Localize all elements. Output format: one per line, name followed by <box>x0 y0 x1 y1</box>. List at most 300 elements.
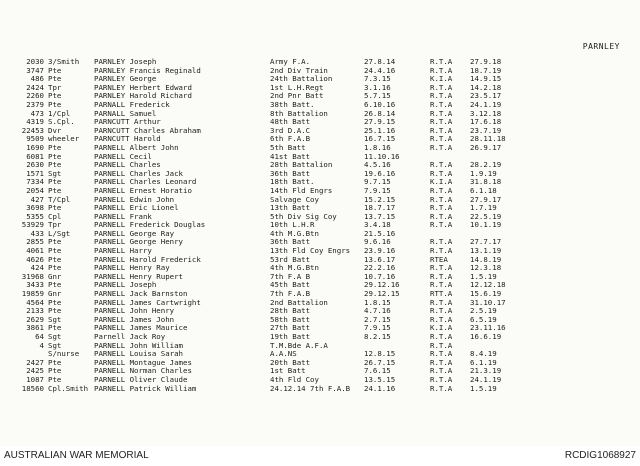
record-name: Parnell Jack Roy <box>94 333 166 341</box>
institution-label: AUSTRALIAN WAR MEMORIAL <box>4 450 149 461</box>
record-dest: R.T.A <box>430 100 453 109</box>
record-name: PARNELL Frank <box>94 212 152 221</box>
record-name: PARNLEY George <box>94 75 157 84</box>
record-ret: 15.6.19 <box>470 290 502 299</box>
record-ret: 1.7.19 <box>470 204 497 213</box>
record-unit: 24th Battalion <box>270 75 333 84</box>
record-rank: Tpr <box>48 221 62 230</box>
record-num: 486 <box>30 75 44 84</box>
record-date: 7.6.15 <box>364 367 391 376</box>
record-dest: R.T.A <box>430 298 453 307</box>
record-rank: 1/Cpl <box>48 109 71 118</box>
record-num: 433 <box>30 229 44 238</box>
record-row <box>8 67 628 76</box>
record-row <box>8 247 628 256</box>
record-row <box>8 230 628 239</box>
record-rank: S.Cpl. <box>48 118 75 127</box>
record-date: 4.7.16 <box>364 307 391 316</box>
record-name: PARNELL Patrick William <box>94 384 197 393</box>
record-num: 19859 <box>21 290 44 299</box>
record-date: 26.8.14 <box>364 109 396 118</box>
record-ret: 13.1.19 <box>470 247 502 256</box>
record-row <box>8 307 628 316</box>
record-row <box>8 58 628 67</box>
record-row <box>8 187 628 196</box>
record-name: PARNELL James John <box>94 315 175 324</box>
record-unit: 6th F.A.B <box>270 135 311 144</box>
record-name: PARNELL Harold Frederick <box>94 255 201 264</box>
record-name: PARNELL George Ray <box>94 229 175 238</box>
record-unit: 45th Batt <box>270 281 311 290</box>
record-rank: Tpr <box>48 83 62 92</box>
record-dest: R.T.A <box>430 126 453 135</box>
record-dest: R.T.A <box>430 264 453 273</box>
record-unit: 48th Batt <box>270 118 311 127</box>
record-num: 2379 <box>26 100 44 109</box>
record-name: PARNCUTT Harold <box>94 135 161 144</box>
record-name: PARNELL Joseph <box>94 281 157 290</box>
record-name: PARNELL Charles <box>94 161 161 170</box>
record-rank: L/Sgt <box>48 229 71 238</box>
record-row <box>8 342 628 351</box>
record-name: PARNELL Eric Lionel <box>94 204 179 213</box>
record-date: 15.2.15 <box>364 195 396 204</box>
record-unit: 2nd Div Train <box>270 66 328 75</box>
record-ret: 10.1.19 <box>470 221 502 230</box>
record-row <box>8 153 628 162</box>
record-num: 6081 <box>26 152 44 161</box>
record-ret: 1.5.19 <box>470 384 497 393</box>
record-date: 24.1.16 <box>364 384 396 393</box>
record-row <box>8 316 628 325</box>
record-dest: R.T.A <box>430 109 453 118</box>
record-num: 3747 <box>26 66 44 75</box>
record-dest: R.T.A <box>430 247 453 256</box>
record-dest: R.T.A <box>430 358 453 367</box>
record-name: PARNELL Edwin John <box>94 195 175 204</box>
record-date: 12.8.15 <box>364 350 396 359</box>
record-dest: RTT.A <box>430 290 453 299</box>
record-dest: R.T.A <box>430 118 453 127</box>
record-ret: 6.5.19 <box>470 315 497 324</box>
record-unit: 2nd Battalion <box>270 298 328 307</box>
record-dest: R.T.A <box>430 169 453 178</box>
record-date: 29.12.16 <box>364 281 400 290</box>
record-rank: Pte <box>48 358 62 367</box>
record-dest: R.T.A <box>430 272 453 281</box>
record-rank: Pte <box>48 186 62 195</box>
record-row <box>8 238 628 247</box>
record-unit: 41st Batt <box>270 152 311 161</box>
record-row <box>8 221 628 230</box>
record-row <box>8 256 628 265</box>
record-unit: 24.12.14 7th F.A.B <box>270 384 351 393</box>
record-dest: R.T.A <box>430 238 453 247</box>
record-date: 27.9.15 <box>364 118 396 127</box>
record-num: 473 <box>30 109 44 118</box>
record-ret: 26.9.17 <box>470 143 502 152</box>
record-date: 18.7.17 <box>364 204 396 213</box>
record-num: 3698 <box>26 204 44 213</box>
record-date: 7.3.15 <box>364 75 391 84</box>
record-name: PARNELL John William <box>94 341 183 350</box>
record-row <box>8 127 628 136</box>
record-unit: 27th Batt <box>270 324 311 333</box>
record-ret: 27.9.17 <box>470 195 502 204</box>
record-unit: 4th M.G.Btn <box>270 229 319 238</box>
record-rank: Pte <box>48 92 62 101</box>
record-row <box>8 118 628 127</box>
record-name: PARNELL George Henry <box>94 238 183 247</box>
record-name: PARNCUTT Arthur <box>94 118 161 127</box>
record-dest: R.T.A <box>430 350 453 359</box>
record-date: 5.7.15 <box>364 92 391 101</box>
record-num: 2030 <box>26 58 44 66</box>
record-row <box>8 92 628 101</box>
record-ret: 14.8.19 <box>470 255 502 264</box>
record-date: 9.7.15 <box>364 178 391 187</box>
record-name: PARNELL Jack Barnston <box>94 290 188 299</box>
record-unit: 7th F.A.B <box>270 290 311 299</box>
record-unit: A.A.NS <box>270 350 297 359</box>
record-ret: 8.4.19 <box>470 350 497 359</box>
record-row <box>8 84 628 93</box>
record-ret: 31.10.17 <box>470 298 506 307</box>
record-date: 4.5.16 <box>364 161 391 170</box>
record-unit: 7th F.A B <box>270 272 311 281</box>
record-unit: 58th Batt <box>270 315 311 324</box>
record-rank: Cpl <box>48 212 62 221</box>
record-date: 11.10.16 <box>364 152 400 161</box>
record-date: 1.8.16 <box>364 143 391 152</box>
record-row <box>8 299 628 308</box>
record-num: 3433 <box>26 281 44 290</box>
record-ret: 28.11.18 <box>470 135 506 144</box>
record-dest: R.T.A <box>430 212 453 221</box>
record-ret: 27.9.18 <box>470 58 502 66</box>
record-num: 4319 <box>26 118 44 127</box>
record-ret: 1.5.19 <box>470 272 497 281</box>
record-num: 22453 <box>21 126 44 135</box>
record-num: 7334 <box>26 178 44 187</box>
record-dest: R.T.A <box>430 58 453 66</box>
record-ret: 14.2.18 <box>470 83 502 92</box>
record-unit: 13th Fld Coy Engrs <box>270 247 351 256</box>
record-row <box>8 333 628 342</box>
record-ret: 12.12.18 <box>470 281 506 290</box>
record-num: 2260 <box>26 92 44 101</box>
record-date: 26.7.15 <box>364 358 396 367</box>
record-num: 9509 <box>26 135 44 144</box>
record-num: 64 <box>35 333 44 341</box>
record-name: PARNELL James Maurice <box>94 324 188 333</box>
record-ret: 23.7.19 <box>470 126 502 135</box>
record-date: 8.2.15 <box>364 333 391 341</box>
record-ret: 24.1.19 <box>470 375 502 384</box>
record-date: 21.5.16 <box>364 229 396 238</box>
record-date: 7.9.15 <box>364 186 391 195</box>
record-ret: 28.2.19 <box>470 161 502 170</box>
record-name: PARNCUTT Charles Abraham <box>94 126 201 135</box>
record-unit: 28th Battalion <box>270 161 333 170</box>
record-num: 4 <box>39 341 44 350</box>
record-unit: 10th L.H.R <box>270 221 315 230</box>
record-name: PARNLEY Joseph <box>94 58 157 66</box>
record-ret: 6.1.19 <box>470 358 497 367</box>
record-rank: Pte <box>48 298 62 307</box>
record-row <box>8 273 628 282</box>
record-date: 2.7.15 <box>364 315 391 324</box>
record-dest: R.T.A <box>430 161 453 170</box>
record-num: 2133 <box>26 307 44 316</box>
record-num: 424 <box>30 264 44 273</box>
record-name: PARNLEY Harold Richard <box>94 92 192 101</box>
record-rank: Gnr <box>48 272 62 281</box>
record-name: PARNELL Cecil <box>94 152 152 161</box>
record-rank: Pte <box>48 66 62 75</box>
record-rank: Pte <box>48 178 62 187</box>
record-ret: 23.5.17 <box>470 92 502 101</box>
record-rank: S/nurse <box>48 350 80 359</box>
record-num: 2855 <box>26 238 44 247</box>
record-num: 2427 <box>26 358 44 367</box>
record-date: 13.7.15 <box>364 212 396 221</box>
record-date: 24.4.16 <box>364 66 396 75</box>
record-rank: Pte <box>48 247 62 256</box>
record-row <box>8 144 628 153</box>
record-num: 2629 <box>26 315 44 324</box>
record-unit: Army F.A. <box>270 58 311 66</box>
record-rank: Pte <box>48 152 62 161</box>
record-date: 10.7.16 <box>364 272 396 281</box>
record-unit: 1st L.H.Regt <box>270 83 324 92</box>
record-dest: R.T.A <box>430 92 453 101</box>
record-row <box>8 101 628 110</box>
record-dest: R.T.A <box>430 375 453 384</box>
record-num: 2425 <box>26 367 44 376</box>
record-num: 5355 <box>26 212 44 221</box>
record-num: 2424 <box>26 83 44 92</box>
record-num: 2054 <box>26 186 44 195</box>
record-date: 27.8.14 <box>364 58 396 66</box>
record-ret: 14.9.15 <box>470 75 502 84</box>
record-rank: Pte <box>48 143 62 152</box>
record-num: 31968 <box>21 272 44 281</box>
record-rank: Pte <box>48 100 62 109</box>
record-row <box>8 213 628 222</box>
record-date: 1.8.15 <box>364 298 391 307</box>
record-dest: R.T.A <box>430 143 453 152</box>
record-rank: Pte <box>48 75 62 84</box>
record-date: 9.6.16 <box>364 238 391 247</box>
record-dest: R.T.A <box>430 281 453 290</box>
record-name: PARNELL Montague James <box>94 358 192 367</box>
record-name: PARNELL Henry Ray <box>94 264 170 273</box>
record-unit: 5th Batt <box>270 143 306 152</box>
record-ret: 12.3.18 <box>470 264 502 273</box>
record-rank: Sgt <box>48 333 62 341</box>
record-rank: Sgt <box>48 315 62 324</box>
record-dest: R.T.A <box>430 221 453 230</box>
record-ret: 22.5.19 <box>470 212 502 221</box>
record-row <box>8 290 628 299</box>
record-row <box>8 264 628 273</box>
record-name: PARNELL Ernest Horatio <box>94 186 192 195</box>
record-row <box>8 135 628 144</box>
record-unit: 2nd Pnr Batt <box>270 92 324 101</box>
record-num: 1087 <box>26 375 44 384</box>
record-dest: R.T.A <box>430 135 453 144</box>
record-ret: 1.9.19 <box>470 169 497 178</box>
record-date: 6.10.16 <box>364 100 396 109</box>
record-rank: Pte <box>48 204 62 213</box>
record-ret: 31.8.18 <box>470 178 502 187</box>
record-rank: Pte <box>48 375 62 384</box>
record-unit: 4th Fld Coy <box>270 375 319 384</box>
record-name: PARNELL Charles Jack <box>94 169 183 178</box>
record-row <box>8 385 628 394</box>
footer-bar <box>0 446 640 466</box>
record-dest: RTEA <box>430 255 448 264</box>
record-rank: Gnr <box>48 290 62 299</box>
record-dest: K.I.A <box>430 75 453 84</box>
record-row <box>8 376 628 385</box>
record-dest: R.T.A <box>430 66 453 75</box>
record-name: PARNELL Albert John <box>94 143 179 152</box>
record-row <box>8 161 628 170</box>
record-ret: 2.5.19 <box>470 307 497 316</box>
record-rank: Dvr <box>48 126 62 135</box>
record-unit: Salvage Coy <box>270 195 319 204</box>
record-id-label: RCDIG1068927 <box>564 450 636 461</box>
record-name: PARNELL Harry <box>94 247 152 256</box>
record-ret: 24.1.19 <box>470 100 502 109</box>
record-ret: 23.11.16 <box>470 324 506 333</box>
record-rank: Sgt <box>48 341 62 350</box>
record-name: PARNELL Norman Charles <box>94 367 192 376</box>
record-row <box>8 350 628 359</box>
record-num: 4564 <box>26 298 44 307</box>
record-rank: Pte <box>48 238 62 247</box>
record-row <box>8 367 628 376</box>
record-row <box>8 281 628 290</box>
record-name: PARNELL Louisa Sarah <box>94 350 183 359</box>
record-unit: 1st Batt <box>270 367 306 376</box>
record-date: 3.4.18 <box>364 221 391 230</box>
record-date: 3.1.16 <box>364 83 391 92</box>
record-rank: Pte <box>48 255 62 264</box>
record-rank: wheeler <box>48 135 80 144</box>
record-name: PARNLEY Francis Reginald <box>94 66 201 75</box>
record-date: 13.6.17 <box>364 255 396 264</box>
record-dest: R.T.A <box>430 341 453 350</box>
record-dest: R.T.A <box>430 186 453 195</box>
record-unit: 38th Batt. <box>270 100 315 109</box>
record-date: 23.9.16 <box>364 247 396 256</box>
surname-heading: PARNLEY <box>582 42 620 51</box>
record-row <box>8 196 628 205</box>
record-num: 18560 <box>21 384 44 393</box>
record-name: PARNALL Samuel <box>94 109 157 118</box>
record-ret: 6.1.18 <box>470 186 497 195</box>
record-num: 2630 <box>26 161 44 170</box>
record-rank: Sgt <box>48 169 62 178</box>
record-row <box>8 324 628 333</box>
record-num: 1571 <box>26 169 44 178</box>
record-name: PARNELL Charles Leonard <box>94 178 197 187</box>
record-ret: 3.12.18 <box>470 109 502 118</box>
record-num: 53929 <box>21 221 44 230</box>
record-unit: 5th Div Sig Coy <box>270 212 337 221</box>
record-dest: R.T.A <box>430 367 453 376</box>
record-unit: 3rd D.A.C <box>270 126 311 135</box>
record-date: 29.12.15 <box>364 290 400 299</box>
record-ret: 21.3.19 <box>470 367 502 376</box>
record-num: 1690 <box>26 143 44 152</box>
record-name: PARNLEY Herbert Edward <box>94 83 192 92</box>
record-rank: Pte <box>48 367 62 376</box>
record-rank: 3/Smith <box>48 58 80 66</box>
record-ret: 18.7.19 <box>470 66 502 75</box>
record-dest: R.T.A <box>430 195 453 204</box>
record-dest: R.T.A <box>430 204 453 213</box>
record-unit: 28th Batt <box>270 307 311 316</box>
record-unit: 8th Battalion <box>270 109 328 118</box>
record-date: 7.9.15 <box>364 324 391 333</box>
record-date: 22.2.16 <box>364 264 396 273</box>
record-name: PARNELL Oliver Claude <box>94 375 188 384</box>
record-dest: K.I.A <box>430 324 453 333</box>
record-list <box>8 58 628 393</box>
record-name: PARNELL Henry Rupert <box>94 272 183 281</box>
record-dest: R.T.A <box>430 384 453 393</box>
record-num: 427 <box>30 195 44 204</box>
record-unit: 4th M.G.Btn <box>270 264 319 273</box>
record-dest: R.T.A <box>430 315 453 324</box>
record-unit: 18th Batt. <box>270 178 315 187</box>
record-date: 19.6.16 <box>364 169 396 178</box>
record-rank: Pte <box>48 324 62 333</box>
record-rank: Pte <box>48 307 62 316</box>
record-num: 3861 <box>26 324 44 333</box>
record-name: PARNELL Frederick Douglas <box>94 221 206 230</box>
record-row <box>8 359 628 368</box>
record-row <box>8 178 628 187</box>
record-dest: R.T.A <box>430 333 453 341</box>
record-name: PARNELL John Henry <box>94 307 175 316</box>
record-rank: Pte <box>48 161 62 170</box>
record-unit: 19th Batt <box>270 333 311 341</box>
record-unit: 53rd Batt <box>270 255 311 264</box>
record-num: 4626 <box>26 255 44 264</box>
record-unit: 36th Batt <box>270 238 311 247</box>
record-row <box>8 110 628 119</box>
record-unit: 20th Batt <box>270 358 311 367</box>
record-row <box>8 170 628 179</box>
record-rank: Cpl.Smith <box>48 384 89 393</box>
record-ret: 27.7.17 <box>470 238 502 247</box>
record-name: PARNALL Frederick <box>94 100 170 109</box>
record-dest: R.T.A <box>430 83 453 92</box>
record-unit: 13th Batt <box>270 204 311 213</box>
record-date: 25.1.16 <box>364 126 396 135</box>
record-ret: 16.6.19 <box>470 333 502 341</box>
record-ret: 17.6.18 <box>470 118 502 127</box>
record-rank: Pte <box>48 281 62 290</box>
record-dest: K.I.A <box>430 178 453 187</box>
record-name: PARNELL James Cartwright <box>94 298 201 307</box>
record-rank: T/Cpl <box>48 195 71 204</box>
